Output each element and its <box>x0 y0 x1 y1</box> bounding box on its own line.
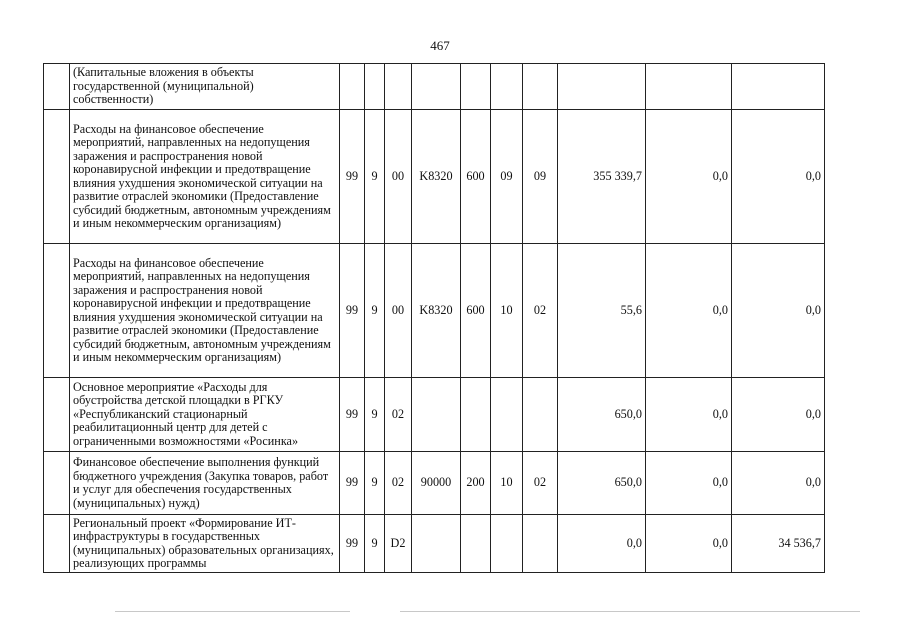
table-row <box>44 110 825 244</box>
section-cell <box>491 64 523 110</box>
code-cell <box>340 64 365 110</box>
amount-cell: 0,0 <box>732 110 825 244</box>
code-cell: 99 <box>340 452 365 515</box>
expense-name-cell: (Капитальные вложения в объекты государственной (муниципальной) собственности) <box>70 64 340 110</box>
code-cell: 90000 <box>412 452 461 515</box>
code-cell: 99 <box>340 244 365 378</box>
code-cell: 9 <box>365 452 385 515</box>
subsection-cell: 02 <box>523 452 558 515</box>
code-cell: 02 <box>385 378 412 452</box>
row-number-cell <box>44 244 70 378</box>
expense-name-cell: Расходы на финансовое обеспечение мероприятий, направленных на недопущения заражения и распространения новой коронавирусной инфекции и предотвращение влияния ухудшения экономической ситуации на развитие отраслей экономики (Предоставление субсидий бюджетным, автономным учреждениям и иным некоммерческим организациям) <box>70 244 340 378</box>
code-cell: 9 <box>365 378 385 452</box>
code-cell: 02 <box>385 452 412 515</box>
expense-name-cell: Финансовое обеспечение выполнения функций бюджетного учреждения (Закупка товаров, работ и услуг для обеспечения государственных (муниципальных) нужд) <box>70 452 340 515</box>
expense-name-cell: Основное мероприятие «Расходы для обустройства детской площадки в РГКУ «Республиканский стационарный реабилитационный центр для детей с ограниченными возможностями «Росинка» <box>70 378 340 452</box>
code-cell: 9 <box>365 515 385 573</box>
code-cell <box>412 515 461 573</box>
table-row <box>44 452 825 515</box>
expense-type-cell <box>461 378 491 452</box>
amount-cell: 0,0 <box>732 378 825 452</box>
amount-cell: 0,0 <box>646 244 732 378</box>
amount-cell <box>732 64 825 110</box>
table-row <box>44 515 825 573</box>
code-cell: K8320 <box>412 110 461 244</box>
table-row <box>44 64 825 110</box>
code-cell: 99 <box>340 378 365 452</box>
section-cell <box>491 378 523 452</box>
code-cell: 99 <box>340 515 365 573</box>
amount-cell: 0,0 <box>558 515 646 573</box>
amount-cell: 0,0 <box>646 378 732 452</box>
amount-cell <box>558 64 646 110</box>
amount-cell: 0,0 <box>732 244 825 378</box>
subsection-cell: 02 <box>523 244 558 378</box>
code-cell <box>412 64 461 110</box>
table-row <box>44 378 825 452</box>
section-cell: 10 <box>491 452 523 515</box>
code-cell: 99 <box>340 110 365 244</box>
expense-name-cell: Региональный проект «Формирование ИТ-инфраструктуры в государственных (муниципальных) образовательных организациях, реализующих программы <box>70 515 340 573</box>
page-number: 467 <box>430 38 450 53</box>
amount-cell: 0,0 <box>732 452 825 515</box>
amount-cell: 650,0 <box>558 452 646 515</box>
row-number-cell <box>44 515 70 573</box>
row-number-cell <box>44 452 70 515</box>
amount-cell <box>646 64 732 110</box>
code-cell: D2 <box>385 515 412 573</box>
code-cell: 9 <box>365 244 385 378</box>
amount-cell: 650,0 <box>558 378 646 452</box>
scan-artifact-line <box>400 611 860 612</box>
expense-name-cell: Расходы на финансовое обеспечение мероприятий, направленных на недопущения заражения и распространения новой коронавирусной инфекции и предотвращение влияния ухудшения экономической ситуации на развитие отраслей экономики (Предоставление субсидий бюджетным, автономным учреждениям и иным некоммерческим организациям) <box>70 110 340 244</box>
subsection-cell: 09 <box>523 110 558 244</box>
subsection-cell <box>523 515 558 573</box>
code-cell: 9 <box>365 110 385 244</box>
code-cell: K8320 <box>412 244 461 378</box>
amount-cell: 34 536,7 <box>732 515 825 573</box>
section-cell: 09 <box>491 110 523 244</box>
expense-type-cell: 600 <box>461 110 491 244</box>
row-number-cell <box>44 378 70 452</box>
row-number-cell <box>44 110 70 244</box>
expense-type-cell: 600 <box>461 244 491 378</box>
amount-cell: 0,0 <box>646 110 732 244</box>
subsection-cell <box>523 378 558 452</box>
amount-cell: 355 339,7 <box>558 110 646 244</box>
amount-cell: 0,0 <box>646 452 732 515</box>
expense-type-cell: 200 <box>461 452 491 515</box>
code-cell: 00 <box>385 110 412 244</box>
code-cell: 00 <box>385 244 412 378</box>
amount-cell: 55,6 <box>558 244 646 378</box>
section-cell: 10 <box>491 244 523 378</box>
scan-artifact-line <box>115 611 350 612</box>
expense-type-cell <box>461 515 491 573</box>
subsection-cell <box>523 64 558 110</box>
amount-cell: 0,0 <box>646 515 732 573</box>
section-cell <box>491 515 523 573</box>
code-cell <box>412 378 461 452</box>
code-cell <box>365 64 385 110</box>
expense-type-cell <box>461 64 491 110</box>
row-number-cell <box>44 64 70 110</box>
code-cell <box>385 64 412 110</box>
budget-table <box>43 63 825 573</box>
table-row <box>44 244 825 378</box>
